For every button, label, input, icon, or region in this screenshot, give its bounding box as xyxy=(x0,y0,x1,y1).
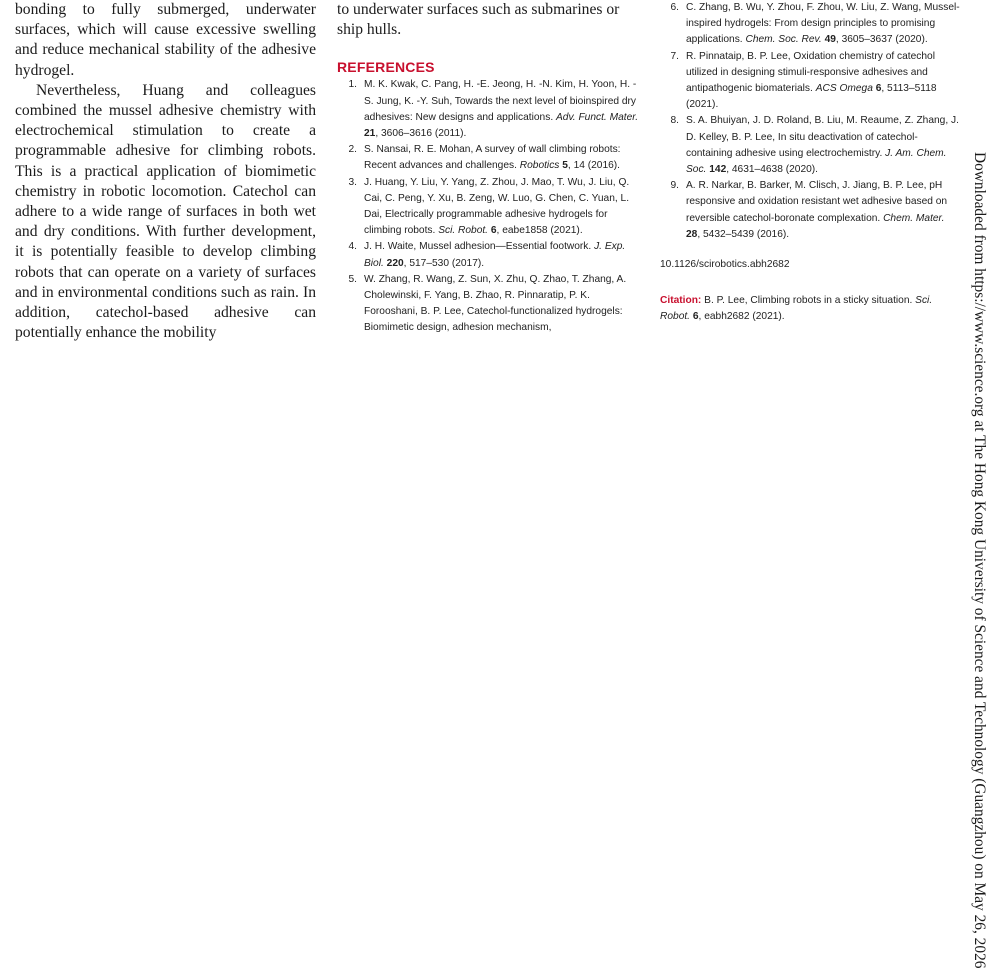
citation-line: Citation: B. P. Lee, Climbing robots in a sticky situation. Sci. Robot. 6, eabh2682 (2021). xyxy=(660,295,933,323)
reference-item: 3. J. Huang, Y. Liu, Y. Yang, Z. Zhou, J. Mao, T. Wu, J. Liu, Q. Cai, C. Peng, Y. Xu, B. Zeng, W. Luo, G. Chen, C. Yuan, L. Dai, Electrically programmable adhesive hydrogels for climbing robots. Sci. Robot. 6, eabe1858 (2021). xyxy=(348,176,630,237)
body-paragraph: Nevertheless, Huang and colleagues combined the mussel adhesive chemistry with electrochemical stimulation to create a programmable adhesive for climbing robots. This is a practical application of biomimetic chemistry in robotic locomotion. Catechol can adhere to a wide range of surfaces in both wet and dry conditions. With further development, it is potentially feasible to develop climbing robots that can operate on a variety of surfaces and in environmental conditions such as rain. In addition, catechol-based adhesive can potentially enhance the mobility xyxy=(15,81,316,342)
reference-item: 1. M. K. Kwak, C. Pang, H. -E. Jeong, H. -N. Kim, H. Yoon, H. -S. Jung, K. -Y. Suh, Towards the next level of bioinspired dry adhesives: New designs and applications. Adv. Funct. Mater. 21, 3606–3616 (2011). xyxy=(348,79,639,140)
body-column-middle xyxy=(337,0,639,337)
download-note: Downloaded from https://www.science.org at The Hong Kong University of Science and Technology (Guangzhou) on May 26, 2026 xyxy=(971,152,988,968)
reference-item: 2. S. Nansai, R. E. Mohan, A survey of wall climbing robots: Recent advances and challenges. Robotics 5, 14 (2016). xyxy=(348,144,621,172)
doi-link[interactable]: 10.1126/scirobotics.abh2682 xyxy=(660,259,790,271)
citation-label: Citation: xyxy=(660,295,702,307)
reference-item: 4. J. H. Waite, Mussel adhesion—Essential footwork. J. Exp. Biol. 220, 517–530 (2017). xyxy=(348,241,626,269)
reference-item: 5. W. Zhang, R. Wang, Z. Sun, X. Zhu, Q. Zhao, T. Zhang, A. Cholewinski, F. Yang, B. Zhao, R. Pinnaratip, P. K. Forooshani, B. P. Lee, Catechol-functionalized hydrogels: Biomimetic design, adhesion mechanism, xyxy=(348,273,627,334)
download-watermark xyxy=(963,0,993,968)
body-column-right xyxy=(659,0,961,325)
reference-item: 6. C. Zhang, B. Wu, Y. Zhou, F. Zhou, W. Liu, Z. Wang, Mussel-inspired hydrogels: From design principles to promising applications. Chem. Soc. Rev. 49, 3605–3637 (2020). xyxy=(670,2,960,46)
reference-item: 7. R. Pinnataip, B. P. Lee, Oxidation chemistry of catechol utilized in designing stimuli-responsive adhesives and antipathogenic biomaterials. ACS Omega 6, 5113–5118 (2021). xyxy=(670,50,937,111)
references-heading: REFERENCES xyxy=(337,59,435,76)
body-column-left xyxy=(15,0,316,343)
reference-item: 9. A. R. Narkar, B. Barker, M. Clisch, J. Jiang, B. P. Lee, pH responsive and oxidation resistant wet adhesive based on reversible catechol-boronate complexation. Chem. Mater. 28, 5432–5439 (2016). xyxy=(670,180,948,240)
body-paragraph: to underwater surfaces such as submarines or ship hulls. xyxy=(337,1,620,39)
body-paragraph: bonding to fully submerged, underwater surfaces, which will cause excessive swelling and reduce mechanical stability of the adhesive hydrogel. xyxy=(15,1,316,79)
reference-item: 8. S. A. Bhuiyan, J. D. Roland, B. Liu, M. Reaume, Z. Zhang, J. D. Kelley, B. P. Lee, In situ deactivation of catechol-containing adhesive using electrochemistry. J. Am. Chem. Soc. 142, 4631–4638 (2020). xyxy=(670,115,959,176)
reference-list-continued xyxy=(659,0,961,243)
reference-list xyxy=(337,77,639,336)
